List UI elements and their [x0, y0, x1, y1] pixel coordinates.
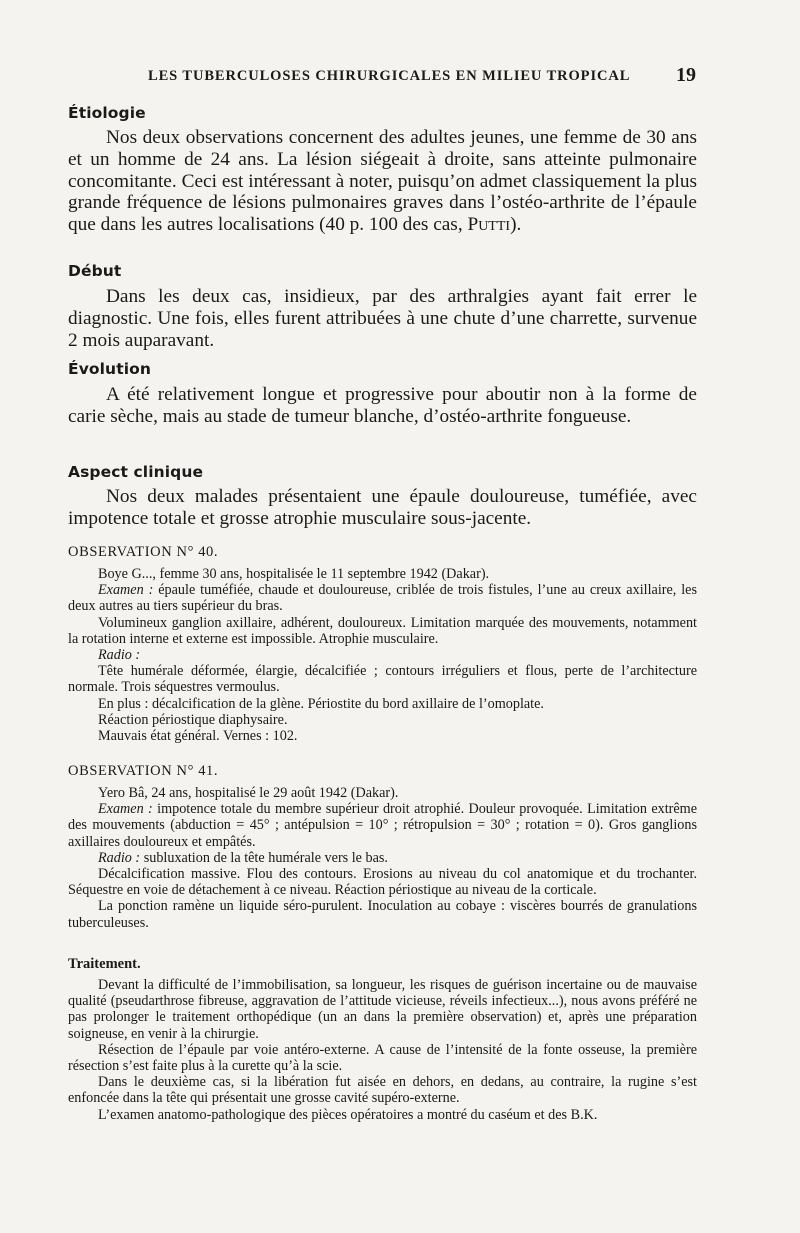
obs41-examen-text: impotence totale du membre supérieur droit atrophié. Douleur provoquée. Limitation extrême des mouvements (abduction = 45° ; antépulsion = 10° ; rétropulsion = 30° ; rotation = 0). Gros ganglions axillaires douloureux et empâtés.	[68, 801, 698, 850]
obs40-patient: Boye G..., femme 30 ans, hospitalisée le 11 septembre 1942 (Dakar).	[98, 566, 490, 582]
obs41-radio	[68, 850, 697, 866]
heading-etiologie: Étiologie	[68, 104, 146, 122]
debut-text: Dans les deux cas, insidieux, par des arthralgies ayant fait errer le diagnostic. Une fois, elles furent attribuées à une chute d’une charrette, survenue 2 mois auparavant.	[68, 286, 697, 351]
observation-41-body	[68, 785, 697, 931]
obs40-enplus: En plus : décalcification de la glène. Périostite du bord axillaire de l’omoplate.	[98, 695, 544, 712]
aspect-paragraph	[68, 486, 697, 530]
heading-traitement: Traitement.	[68, 956, 141, 972]
evolution-paragraph	[68, 384, 697, 428]
page-number: 19	[676, 64, 696, 86]
observation-41-heading: OBSERVATION N° 41.	[68, 763, 219, 779]
observation-40-heading: OBSERVATION N° 40.	[68, 544, 219, 560]
etiologie-paragraph	[68, 127, 697, 236]
traitement-p1: Devant la difficulté de l’immobilisation, sa longueur, les risques de guérison incertaine ou de mauvaise qualité (pseudarthrose fibreuse, aggravation de l’attitude vicieuse, réveils infectieux...), nous avons préféré ne pas prolonger le traitement orthopédique (un an dans la première observation) et, après une préparation soigneuse, en venir à la chirurgie.	[68, 977, 697, 1042]
etiologie-text: Nos deux observations concernent des adultes jeunes, une femme de 30 ans et un homme de 24 ans. La lésion siégeait à droite, sans atteinte pulmonaire concomitante. Ceci est intéressant à noter, puisqu’on admet classiquement la plus grande fréquence de lésions pulmonaires graves dans l’ostéo-arthrite de l’épaule que dans les autres localisations (40 p. 100 des cas,	[68, 127, 697, 236]
traitement-body	[68, 977, 697, 1123]
author-name: Putti	[467, 214, 511, 236]
obs40-examen-label: Examen :	[98, 582, 154, 599]
traitement-p3: Dans le deuxième cas, si la libération fut aisée en dehors, en dedans, au contraire, la rugine s’est enfoncée dans la tête qui présentait une grosse cavité supéro-externe.	[68, 1074, 697, 1107]
evolution-text: A été relativement longue et progressive pour aboutir non à la forme de carie sèche, mais au stade de tumeur blanche, d’ostéo-arthrite fongueuse.	[68, 384, 697, 427]
obs40-tete: Tête humérale déformée, élargie, décalcifiée ; contours irréguliers et flous, perte de l’architecture normale. Trois séquestres vermoulus.	[68, 663, 697, 696]
running-title: LES TUBERCULOSES CHIRURGICALES EN MILIEU TROPICAL	[148, 68, 631, 84]
obs40-radio-label: Radio :	[98, 647, 141, 664]
obs41-radio-label: Radio :	[98, 849, 141, 866]
traitement-p4: L’examen anatomo-pathologique des pièces opératoires a montré du caséum et des B.K.	[98, 1106, 598, 1123]
obs41-examen-label: Examen :	[98, 801, 153, 818]
heading-evolution: Évolution	[68, 360, 151, 378]
obs40-examen-text: épaule tuméfiée, chaude et douloureuse, criblée de trois fistules, l’une au creux axillaire, les deux autres au tiers supérieur du bras.	[68, 582, 697, 615]
traitement-p2: Résection de l’épaule par voie antéro-externe. A cause de l’intensité de la fonte osseuse, la première résection s’est faite plus à la curette qu’à la scie.	[68, 1041, 697, 1075]
obs41-examen	[68, 801, 697, 850]
running-header	[0, 64, 800, 88]
observation-40-body	[68, 566, 697, 744]
obs41-radio-text: subluxation de la tête humérale vers le bas.	[140, 849, 388, 866]
obs41-decalc: Décalcification massive. Flou des contours. Erosions au niveau du col anatomique et du trochanter. Séquestre en voie de détachement à ce niveau. Réaction périostique au niveau de la corticale.	[68, 866, 697, 899]
debut-paragraph	[68, 286, 697, 351]
obs40-reaction: Réaction périostique diaphysaire.	[98, 711, 288, 728]
obs41-patient: Yero Bâ, 24 ans, hospitalisé le 29 août 1942 (Dakar).	[98, 785, 399, 801]
aspect-text: Nos deux malades présentaient une épaule douloureuse, tuméfiée, avec impotence totale et grosse atrophie musculaire sous-jacente.	[68, 486, 697, 529]
obs41-ponction: La ponction ramène un liquide séro-purulent. Inoculation au cobaye : viscères bourrés de granulations tuberculeuses.	[68, 898, 697, 931]
heading-debut: Début	[68, 262, 122, 280]
obs40-ganglion: Volumineux ganglion axillaire, adhérent, douloureux. Limitation marquée des mouvements, notamment la rotation interne et externe est impossible. Atrophie musculaire.	[68, 614, 697, 647]
etiologie-text-end: ).	[510, 214, 522, 236]
heading-aspect-clinique: Aspect clinique	[68, 463, 204, 481]
obs40-examen	[68, 582, 697, 614]
obs40-etat: Mauvais état général. Vernes : 102.	[98, 728, 298, 745]
